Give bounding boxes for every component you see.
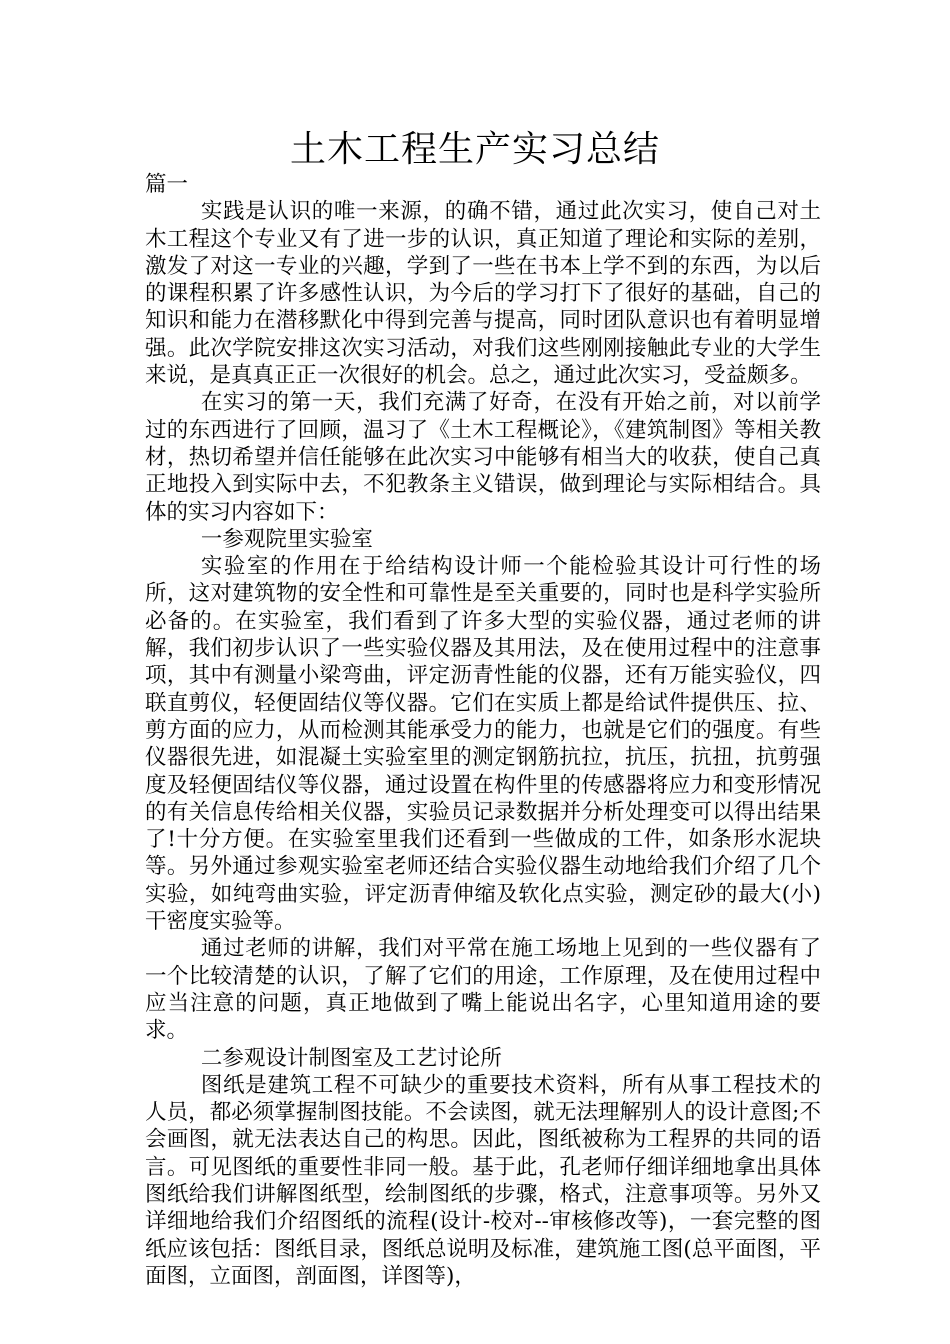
paragraph-teacher-explanation: 通过老师的讲解，我们对平常在施工场地上见到的一些仪器有了一个比较清楚的认识，了解了它们的用途，工作原理，及在使用过程中应当注意的问题，真正地做到了嘴上能说出名字，心里知道用途的要求。 xyxy=(145,936,821,1044)
paragraph-first-day: 在实习的第一天，我们充满了好奇，在没有开始之前，对以前学过的东西进行了回顾，温习了《土木工程概论》，《建筑制图》等相关教材，热切希望并信任能够在此次实习中能够有相当大的收获，使自己真正地投入到实际中去，不犯教条主义错误，做到理论与实际相结合。具体的实习内容如下： xyxy=(145,390,821,525)
document-body xyxy=(145,171,821,1290)
paragraph-drawings: 图纸是建筑工程不可缺少的重要技术资料，所有从事工程技术的人员，都必须掌握制图技能。不会读图，就无法理解别人的设计意图;不会画图，就无法表达自己的构思。因此，图纸被称为工程界的共同的语言。可见图纸的重要性非同一般。基于此，孔老师仔细详细地拿出具体图纸给我们讲解图纸型，绘制图纸的步骤，格式，注意事项等。另外又详细地给我们介绍图纸的流程(设计-校对--审核修改等)，一套完整的图纸应该包括：图纸目录，图纸总说明及标准，建筑施工图(总平面图，平面图，立面图，剖面图，详图等)， xyxy=(145,1072,821,1289)
subheading-lab-visit: 一参观院里实验室 xyxy=(200,526,373,552)
paragraph-intro: 实践是认识的唯一来源，的确不错，通过此次实习，使自己对土木工程这个专业又有了进一步的认识，真正知道了理论和实际的差别，激发了对这一专业的兴趣，学到了一些在书本上学不到的东西，为以后的课程积累了许多感性认识，为今后的学习打下了很好的基础，自己的知识和能力在潜移默化中得到完善与提高，同时团队意识也有着明显增强。此次学院安排这次实习活动，对我们这些刚刚接触此专业的大学生来说，是真真正正一次很好的机会。总之，通过此次实习，受益颇多。 xyxy=(145,199,821,389)
document-title: 土木工程生产实习总结 xyxy=(289,129,660,170)
section-label: 篇一 xyxy=(145,172,189,197)
subheading-drawing-room: 二参观设计制图室及工艺讨论所 xyxy=(200,1045,502,1071)
paragraph-lab: 实验室的作用在于给结构设计师一个能检验其设计可行性的场所，这对建筑物的安全性和可靠性是至关重要的，同时也是科学实验所必备的。在实验室，我们看到了许多大型的实验仪器，通过老师的讲解，我们初步认识了一些实验仪器及其用法，及在使用过程中的注意事项，其中有测量小梁弯曲，评定沥青性能的仪器，还有万能实验仪，四联直剪仪，轻便固结仪等仪器。它们在实质上都是给试件提供压、拉、剪方面的应力，从而检测其能承受力的能力，也就是它们的强度。有些仪器很先进，如混凝土实验室里的测定钢筋抗拉，抗压，抗扭，抗剪强度及轻便固结仪等仪器，通过设置在构件里的传感器将应力和变形情况的有关信息传给相关仪器，实验员记录数据并分析处理变可以得出结果了!十分方便。在实验室里我们还看到一些做成的工件，如条形水泥块等。另外通过参观实验室老师还结合实验仪器生动地给我们介绍了几个实验，如纯弯曲实验，评定沥青伸缩及软化点实验，测定砂的最大(小)干密度实验等。 xyxy=(145,554,821,935)
